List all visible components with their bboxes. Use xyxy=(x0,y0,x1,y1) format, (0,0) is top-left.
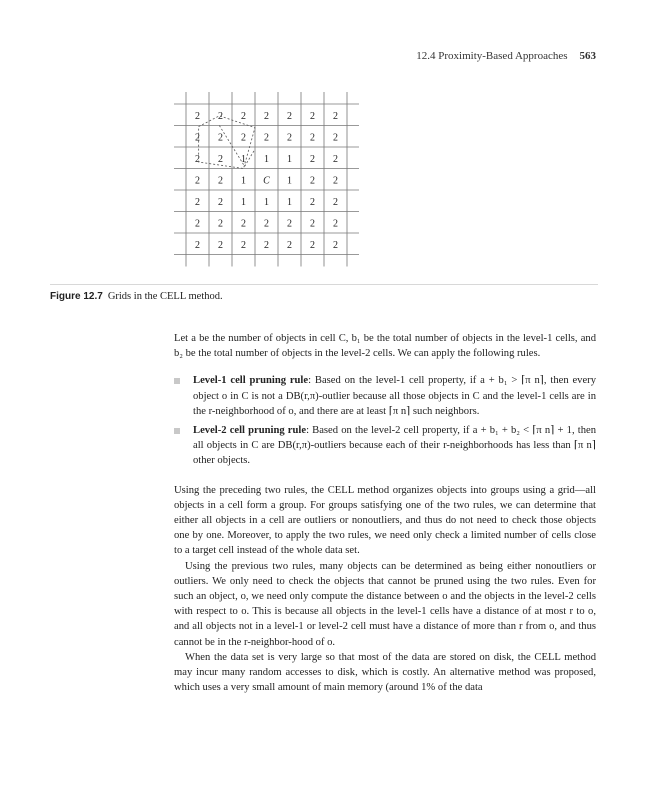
grid-cell-value: 2 xyxy=(333,153,338,165)
rule-title: Level-2 cell pruning rule xyxy=(193,425,307,437)
grid-cell-value: 2 xyxy=(310,153,315,165)
rule-item-level2 xyxy=(174,423,596,469)
bullet-marker xyxy=(174,428,180,434)
grid-cell-value: 2 xyxy=(264,218,269,230)
grid-cell-value: 2 xyxy=(310,132,315,144)
grid-cell-value: 2 xyxy=(195,218,200,230)
grid-cell-value: 2 xyxy=(195,132,200,144)
figure-caption xyxy=(50,291,223,302)
figure-caption-text: Grids in the CELL method. xyxy=(107,291,223,302)
grid-cell-value: 2 xyxy=(287,218,292,230)
grid-cell-value: C xyxy=(263,175,270,187)
rule-list xyxy=(174,373,596,468)
page-number: 563 xyxy=(579,50,596,62)
grid-cell-value: 2 xyxy=(218,175,223,187)
paragraph-pruning: Using the previous two rules, many objects can be determined as being either nonoutliers or outliers. We only need to check the objects that cannot be pruned using the two rules. Even for such an object, o, we need only compute the distance between o and the objects in the level-2 cells with respect to o. This is because all objects in the level-1 cells have a distance of at most r to o, and all objects not in a level-1 or level-2 cell must have a distance of more than r from o, and thus cannot be in the r-neighbor-hood of o. xyxy=(174,560,596,648)
grid-cell-value: 2 xyxy=(241,218,246,230)
radius-dashed-outline xyxy=(199,116,255,169)
grid-cell-value: 2 xyxy=(333,196,338,208)
grid-cell-value: 2 xyxy=(287,239,292,251)
grid-cell-value: 2 xyxy=(310,239,315,251)
paragraph-disk: When the data set is very large so that most of the data are stored on disk, the CELL method may incur many random accesses to disk, which is costly. An alternative method was proposed, which uses a very small amount of main memory (around 1% of the data xyxy=(174,651,596,694)
grid-cell-value: 2 xyxy=(264,110,269,122)
grid-cell-value: 2 xyxy=(218,110,223,122)
figure-divider xyxy=(50,284,598,285)
paragraph-cell-method: Using the preceding two rules, the CELL method organizes objects into groups using a grid—all objects in a cell form a group. For groups satisfying one of the two rules, we can determine that either all objects in a cell are outliers or nonoutliers, and thus do not need to check those objects one by one. Moreover, to apply the two rules, we need only check a limited number of cells close to a target cell instead of the whole data set. xyxy=(174,484,596,557)
grid-cell-value: 2 xyxy=(218,218,223,230)
grid-cell-value: 1 xyxy=(241,196,246,208)
grid-cell-value: 2 xyxy=(218,153,223,165)
rule-text: : Based on the level-2 cell property, if a + b₁ + b₂ < ⌈π n⌉ + 1, then all objects in C are DB(r,π)-outliers because each of their r-neighborhoods has less than ⌈π n⌉ other objects. xyxy=(193,425,596,467)
cell-grid-figure xyxy=(0,0,648,290)
grid-cell-value: 2 xyxy=(218,239,223,251)
grid-cell-value: 1 xyxy=(264,196,269,208)
grid-cell-value: 2 xyxy=(241,132,246,144)
grid-cell-value: 2 xyxy=(218,132,223,144)
figure-label: Figure 12.7 xyxy=(50,291,103,302)
grid-cell-value: 1 xyxy=(287,196,292,208)
grid-cell-value: 2 xyxy=(195,196,200,208)
grid-cell-value: 2 xyxy=(333,110,338,122)
intro-paragraph: Let a be the number of objects in cell C, b₁ be the total number of objects in the level-1 cells, and b₂ be the total number of objects in the level-2 cells. We can apply the following rules. xyxy=(174,333,596,360)
grid-cell-value: 2 xyxy=(333,218,338,230)
body-text xyxy=(174,331,596,695)
grid-cell-value: 1 xyxy=(287,175,292,187)
grid-cell-value: 2 xyxy=(310,196,315,208)
grid-cell-value: 1 xyxy=(264,153,269,165)
bullet-marker xyxy=(174,378,180,384)
grid-cell-value: 2 xyxy=(287,132,292,144)
grid-cell-value: 2 xyxy=(287,110,292,122)
grid-cell-value: 2 xyxy=(310,110,315,122)
grid-cell-value: 2 xyxy=(264,239,269,251)
grid-cell-value: 2 xyxy=(241,239,246,251)
grid-cell-value: 2 xyxy=(310,175,315,187)
grid-cell-value: 2 xyxy=(333,132,338,144)
grid-cell-value: 2 xyxy=(195,175,200,187)
rule-title: Level-1 cell pruning rule xyxy=(193,375,309,387)
grid-cell-value: 2 xyxy=(218,196,223,208)
grid-cell-value: 2 xyxy=(333,239,338,251)
grid-cell-value: 2 xyxy=(241,110,246,122)
grid-cell-value: 2 xyxy=(264,132,269,144)
grid-cell-value: 1 xyxy=(241,153,246,165)
grid-cell-value: 2 xyxy=(310,218,315,230)
rule-text: : Based on the level-1 cell property, if a + b₁ > ⌈π n⌉, then every object o in C is not a DB(r,π)-outlier because all those objects in C and the level-1 cells are in the r-neighborhood of o, and there are at least ⌈π n⌉ such neighbors. xyxy=(193,375,596,417)
grid-cell-value: 2 xyxy=(333,175,338,187)
grid-cell-value: 1 xyxy=(241,175,246,187)
grid-cell-value: 2 xyxy=(195,153,200,165)
section-title: 12.4 Proximity-Based Approaches xyxy=(416,50,568,62)
grid-cell-value: 1 xyxy=(287,153,292,165)
grid-cell-value: 2 xyxy=(195,239,200,251)
grid-cell-value: 2 xyxy=(195,110,200,122)
rule-item-level1 xyxy=(174,373,596,419)
